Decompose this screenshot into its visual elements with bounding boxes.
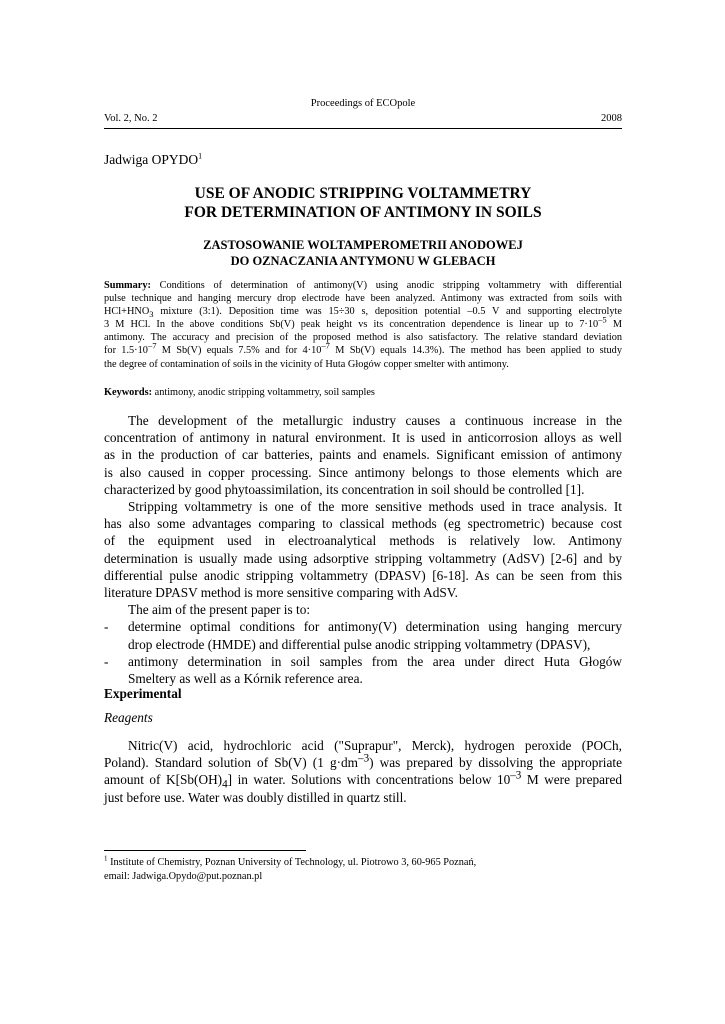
footnote-rule	[104, 850, 306, 851]
list-item-continuation: drop electrode (HMDE) and differential pulse anodic stripping voltammetry (DPASV),	[128, 636, 591, 652]
title-polish-line: ZASTOSOWANIE WOLTAMPEROMETRII ANODOWEJ	[203, 238, 523, 252]
list-item-continuation: Smeltery as well as a Kórnik reference area.	[128, 671, 363, 687]
title-polish	[104, 237, 622, 269]
body-line: literature DPASV method is more sensitive comparing with AdSV.	[104, 585, 458, 601]
reagents-paragraph	[104, 737, 622, 806]
keywords	[104, 387, 622, 398]
list-item: - antimony determination in soil samples from the area under direct Huta Głogów	[104, 653, 622, 669]
body-line: has also some advantages comparing to classical methods (eg spectrometric) because cost	[104, 516, 622, 532]
title-english-line: USE OF ANODIC STRIPPING VOLTAMMETRY	[194, 185, 532, 202]
list-item: - determine optimal conditions for antimony(V) determination using hanging mercury	[104, 619, 622, 635]
publication-year: 2008	[601, 113, 622, 124]
body-line: determination is usually made using adsorptive stripping voltammetry (AdSV) [2-6] and by	[104, 550, 622, 566]
introduction	[104, 412, 622, 687]
body-line: is also caused in copper processing. Since antimony belongs to those elements which are	[104, 464, 622, 480]
summary-line: Summary: Conditions of determination of antimony(V) using anodic stripping voltammetry with differential	[104, 280, 622, 291]
summary-label: Summary:	[104, 280, 151, 291]
body-line: The development of the metallurgic industry causes a continuous increase in the	[128, 413, 622, 428]
summary-line: antimony. The accuracy and precision of the proposed method is also satisfactory. The relative standard deviation	[104, 332, 622, 344]
author	[104, 152, 202, 168]
body-line: Poland). Standard solution of Sb(V) (1 $g\cdot dm^{-3}$) was prepared by dissolving the appropriate	[104, 752, 622, 771]
body-line: characterized by good phytoassimilation, its concentration in soil should be controlled [1].	[104, 481, 585, 497]
keywords-text: antimony, anodic stripping voltammetry, soil samples	[152, 387, 375, 398]
summary-line: 3 M HCl. In the above conditions Sb(V) peak height vs its concentration dependence is linear up to $7\cdot 10^{-5}$ M	[104, 314, 622, 331]
footnote-mark: 1	[104, 854, 108, 863]
body-line: differential pulse anodic stripping voltammetry (DPASV) [6-18]. As can be seen from this	[104, 567, 622, 583]
volume-number: Vol. 2, No. 2	[104, 113, 158, 124]
body-line: just before use. Water was doubly distilled in quartz still.	[104, 789, 407, 805]
footnote-line: $^1$ Institute of Chemistry, Poznan University of Technology, ul. Piotrowo 3, 60-965 Poznań,	[104, 854, 477, 868]
body-line: Nitric(V) acid, hydrochloric acid ("Suprapur", Merck), hydrogen peroxide (POCh,	[128, 738, 622, 753]
summary	[104, 279, 622, 371]
subsection-heading-reagents: Reagents	[104, 710, 153, 725]
body-line: amount of $K[Sb(OH)_4]$ in water. Solutions with concentrations below $10^{-3}$ M were prepared	[104, 769, 623, 792]
footnote-email: email: Jadwiga.Opydo@put.poznan.pl	[104, 871, 263, 882]
summary-line: for $1.5\cdot 10^{-7}$ M Sb(V) equals 7.5% and for $4\cdot 10^{-7}$ M Sb(V) equals 14.3%). The method has been applied to study	[104, 341, 622, 357]
title-english-line: FOR DETERMINATION OF ANTIMONY IN SOILS	[184, 204, 542, 221]
keywords-label: Keywords:	[104, 387, 153, 398]
body-line: The aim of the present paper is to:	[128, 602, 311, 618]
running-head: Proceedings of ECOpole	[310, 98, 416, 109]
summary-line: pulse technique and hanging mercury drop electrode have been analyzed. Antimony was extracted from soils with	[104, 293, 622, 305]
body-line: concentration of antimony in natural environment. It is used in anticorrosion alloys as well	[104, 430, 622, 446]
title-english	[104, 184, 622, 222]
author-affiliation-mark: 1	[198, 151, 203, 161]
title-polish-line: DO OZNACZANIA ANTYMONU W GLEBACH	[230, 254, 496, 268]
body-line: as in the production of car batteries, paints and enamels. Significant emission of antimony	[104, 447, 622, 463]
footnote	[104, 856, 622, 884]
header-rule	[104, 128, 622, 129]
body-line: Stripping voltammetry is one of the more sensitive methods used in trace analysis. It	[128, 499, 622, 515]
list-dash: -	[104, 619, 109, 635]
summary-line: $HCl+HNO_3$ mixture (3:1). Deposition time was 15÷30 s, deposition potential –0.5 V and supporting electrolyte	[104, 306, 622, 320]
section-heading-experimental: Experimental	[104, 686, 182, 701]
author-name: Jadwiga OPYDO	[104, 152, 199, 167]
list-dash: -	[104, 653, 109, 669]
body-line: of the equipment used in electroanalytical methods is relatively low. Antimony	[104, 533, 622, 549]
summary-line: the degree of contamination of soils in the vicinity of Huta Głogów copper smelter with antimony.	[104, 358, 509, 370]
